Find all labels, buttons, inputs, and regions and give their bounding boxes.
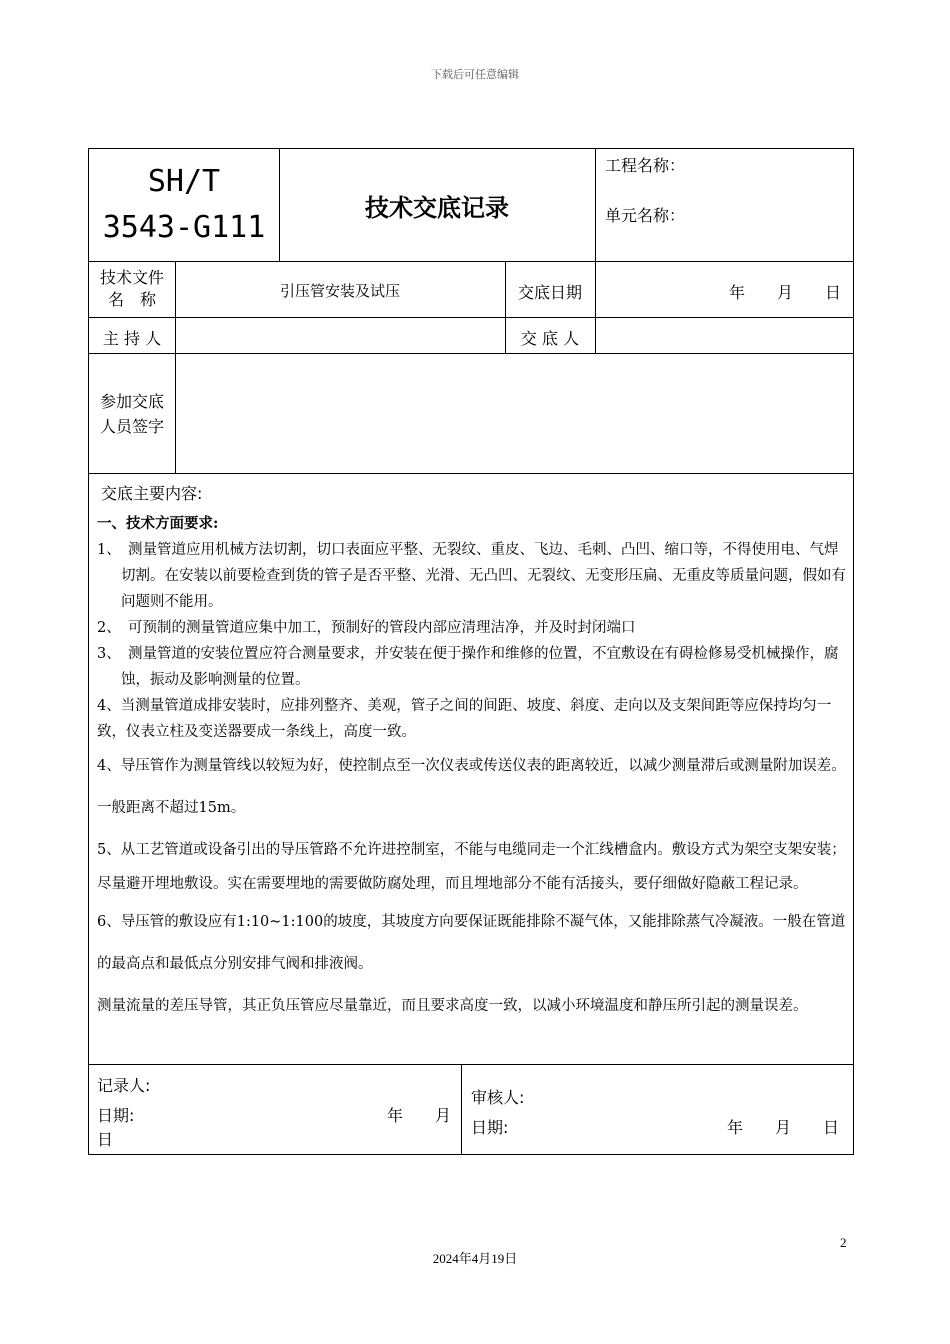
- host-label: 主 持 人: [102, 329, 162, 348]
- row-divider: [89, 1064, 853, 1065]
- tech-doc-label: [89, 267, 175, 311]
- content-item-2: 2、 可预制的测量管道应集中加工，预制好的管段内部应清理洁净，并及时封闭端口: [97, 620, 636, 636]
- content-intro: 交底主要内容:: [101, 484, 203, 503]
- reviewer-label: 审核人:: [471, 1088, 525, 1107]
- standard-code: [89, 159, 279, 251]
- presenter-value-field[interactable]: [596, 318, 853, 353]
- day-left: 日: [97, 1130, 114, 1149]
- ym-left: 年 月: [387, 1106, 452, 1125]
- tech-doc-value: 引压管安装及试压: [279, 282, 400, 300]
- header-note: 下载后可任意编辑: [431, 68, 519, 81]
- content-item-5: 5、从工艺管道或设备引出的导压管路不允许进控制室，不能与电缆同走一个汇线槽盒内。敷设方式为架空支架安装；尽量避开埋地敷设。实在需要埋地的需要做防腐处理，而且埋地部分不能有活接头，要仔细做好隐蔽工程记录。: [97, 842, 846, 892]
- content-heading: 一、技术方面要求:: [97, 515, 219, 532]
- standard-code-line1: SH/T: [147, 164, 221, 199]
- row-divider: [89, 261, 853, 262]
- disclosure-record-form: [88, 148, 854, 1155]
- date-label-right: 日期:: [471, 1118, 509, 1137]
- ymd-right: 年 月 日: [726, 1118, 839, 1137]
- participants-label-line2: 人员签字: [99, 417, 164, 436]
- participants-signature-area[interactable]: [176, 354, 853, 473]
- date-label: 交底日期: [517, 283, 582, 302]
- content-item-6: 6、导压管的敷设应有1:10~1:100的坡度，其坡度方向要保证既能排除不凝气体，又能排除蒸气冷凝液。一般在管道的最高点和最低点分别安排气阀和排液阀。: [97, 914, 846, 972]
- unit-name-label: 单元名称：: [605, 206, 686, 225]
- footer-date: 2024年4月19日: [432, 1251, 518, 1266]
- content-item-7: 测量流量的差压导管，其正负压管应尽量靠近，而且要求高度一致，以减小环境温度和静压所引起的测量误差。: [97, 998, 808, 1014]
- host-value-field[interactable]: [176, 318, 505, 353]
- tech-doc-label-line1: 技术文件: [99, 268, 164, 287]
- date-label-left: 日期:: [97, 1106, 135, 1125]
- content-item-4a: 4、当测量管道成排安装时，应排列整齐、美观，管子之间的间距、坡度、斜度、走向以及支架间距等应保持均匀一致，仪表立柱及变送器要成一条线上，高度一致。: [97, 698, 832, 740]
- disclosure-content: [97, 481, 849, 1027]
- content-item-3: 3、 测量管道的安装位置应符合测量要求，并安装在便于操作和维修的位置，不宜敷设在有碍检修易受机械操作，腐蚀，振动及影响测量的位置。: [97, 646, 839, 688]
- tech-doc-label-line2: 名 称: [107, 290, 156, 309]
- row-divider: [89, 473, 853, 474]
- participants-label: [89, 389, 175, 439]
- standard-code-line2: 3543-G111: [102, 210, 266, 245]
- content-item-1: 1、 测量管道应用机械方法切割，切口表面应平整、无裂纹、重皮、飞边、毛刺、凸凹、缩口等，不得使用电、气焊切割。在安装以前要检查到货的管子是否平整、光滑、无凸凹、无裂纹、无变形压扁、无重皮等质量问题，假如有问题则不能用。: [97, 542, 846, 610]
- date-value: 年 月 日: [728, 283, 841, 302]
- col-divider: [461, 1064, 462, 1155]
- form-title: 技术交底记录: [365, 193, 509, 222]
- participants-label-line1: 参加交底: [99, 392, 164, 411]
- page-number: 2: [840, 1235, 847, 1250]
- recorder-label: 记录人:: [97, 1076, 151, 1095]
- presenter-label: 交 底 人: [520, 329, 580, 348]
- project-name-label: 工程名称：: [605, 156, 686, 175]
- col-divider: [595, 149, 596, 261]
- content-item-4b: 4、导压管作为测量管线以较短为好，使控制点至一次仪表或传送仪表的距离较近，以减少测量滞后或测量附加误差。一般距离不超过15m。: [97, 758, 846, 816]
